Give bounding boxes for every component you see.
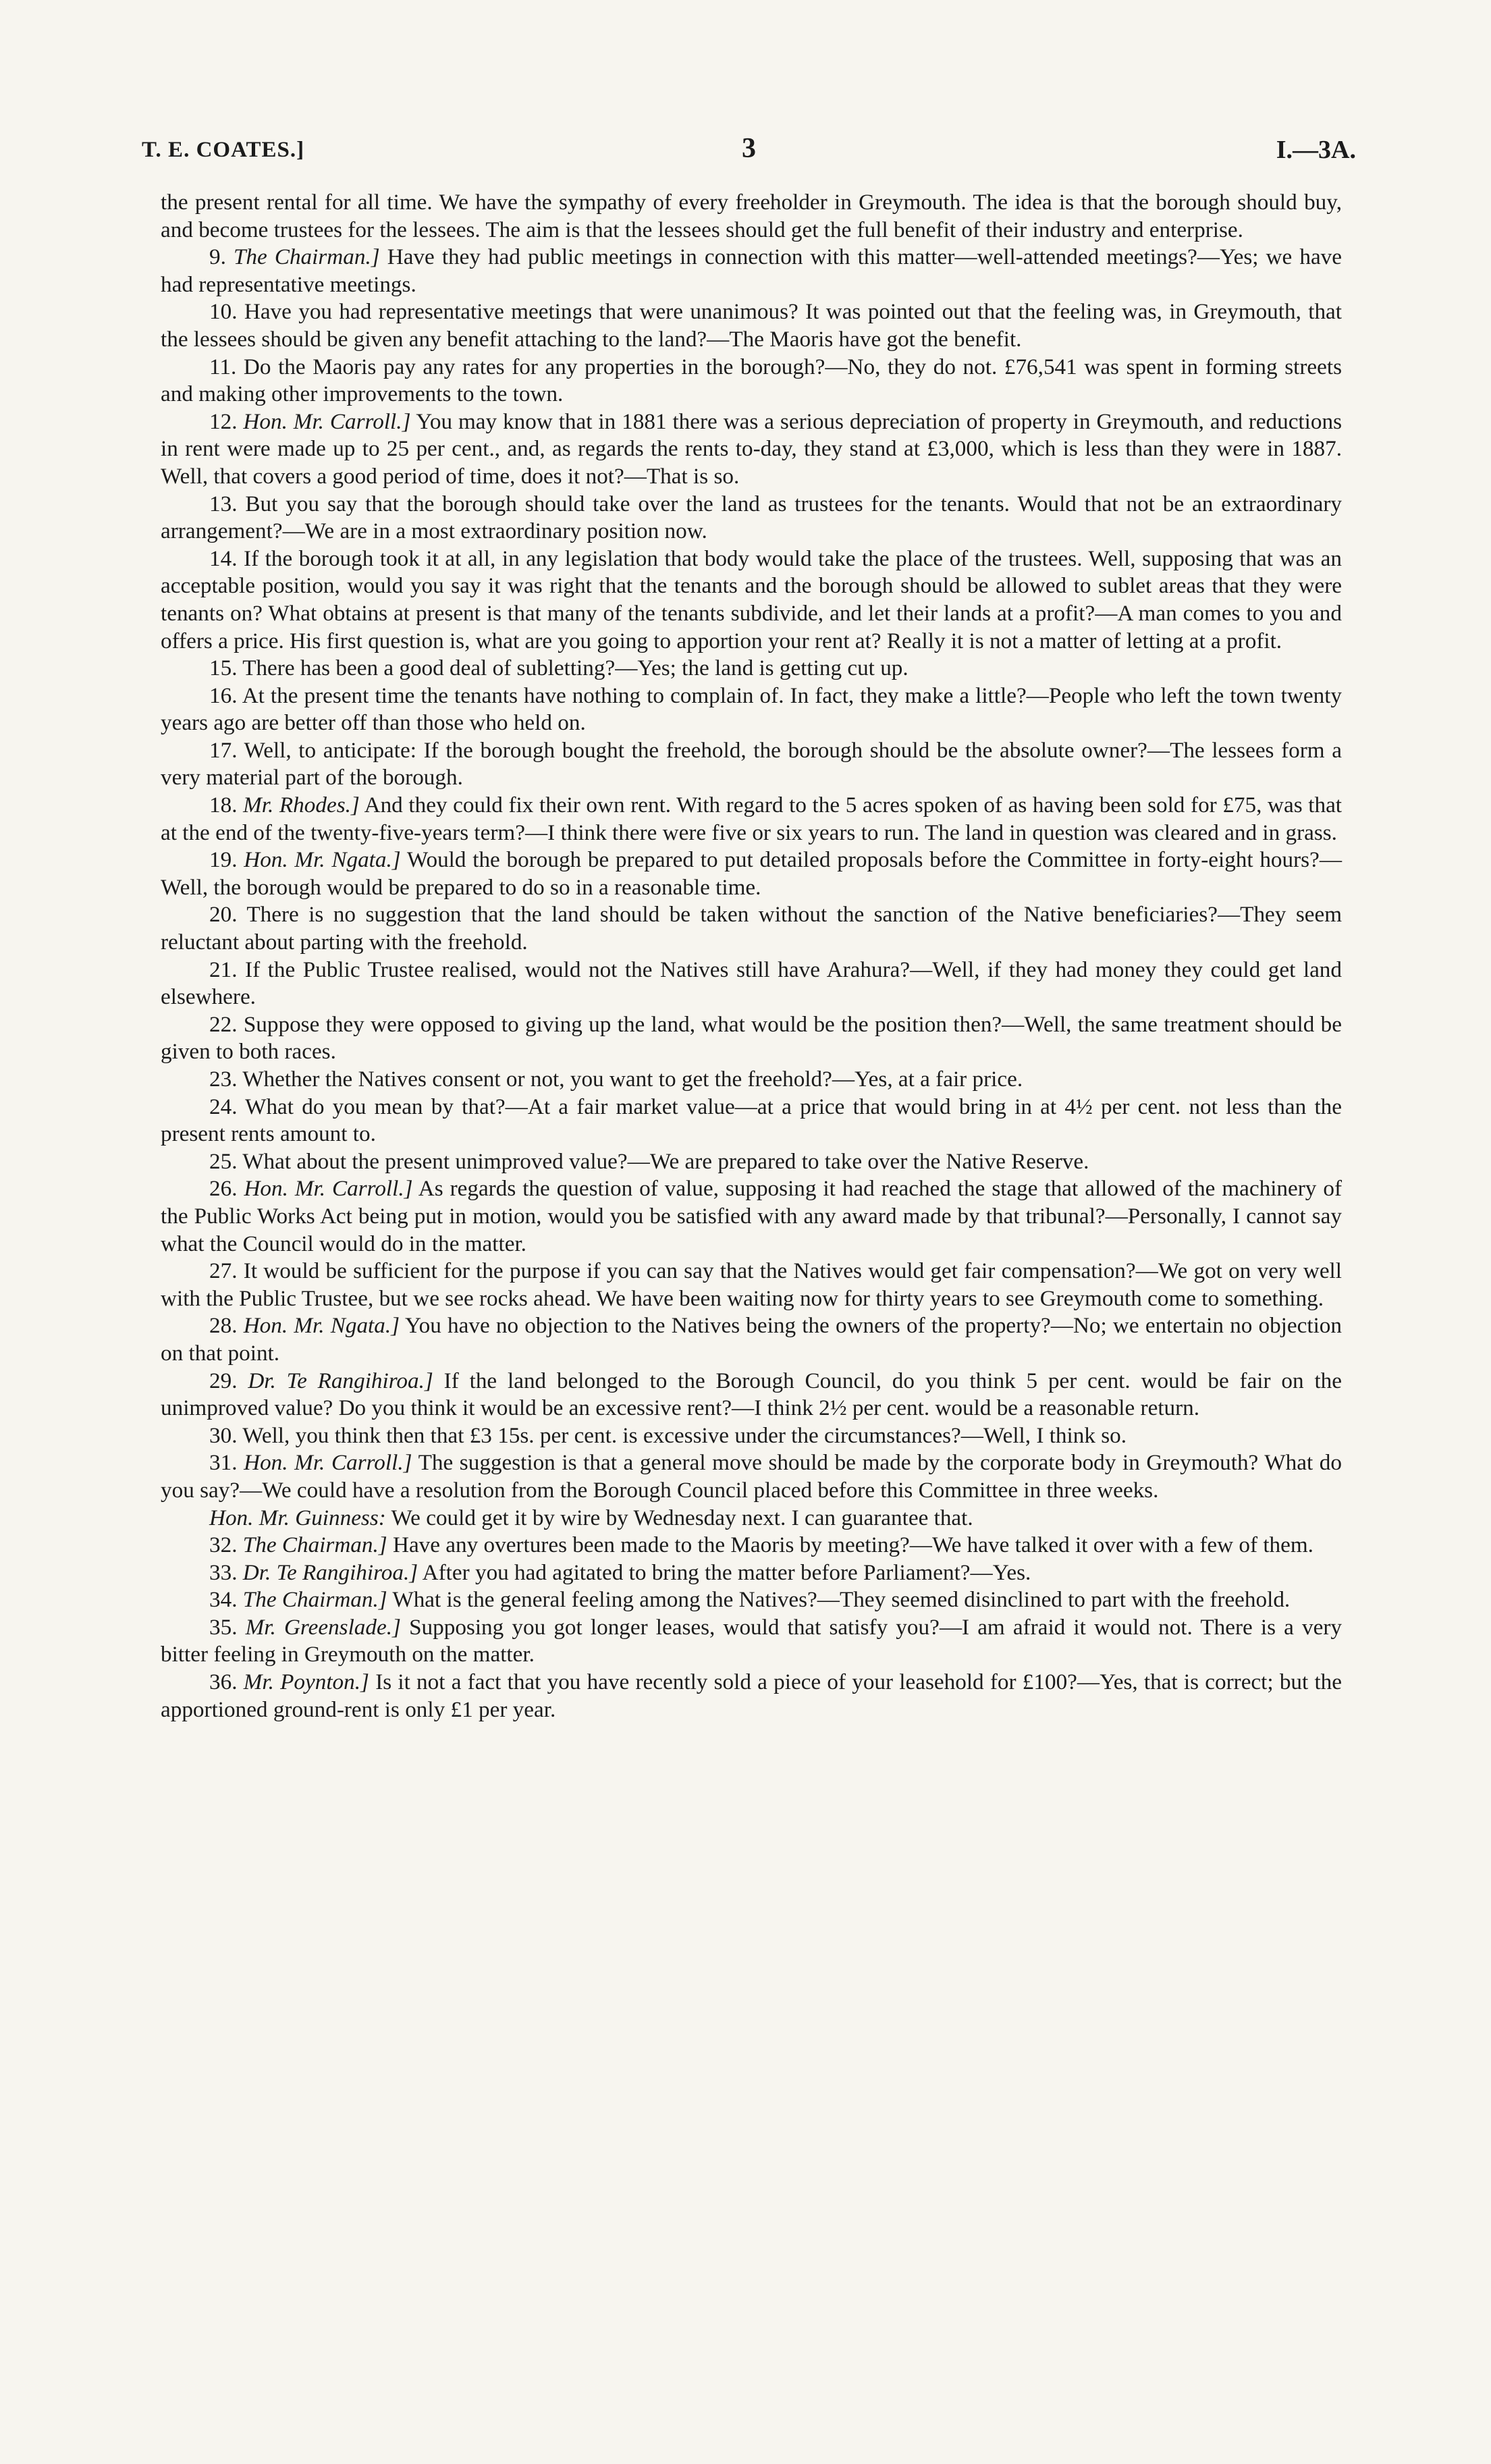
question-number: 36. <box>209 1669 238 1695</box>
paragraph-text: But you say that the borough should take over the land as trustees for the tenants. Would that not be an extraordinary arrangement?—We are in a most extraordinary position now. <box>161 491 1343 544</box>
question-number: 31. <box>209 1450 238 1476</box>
evidence-paragraph <box>161 1148 1342 1176</box>
evidence-paragraph <box>161 244 1342 298</box>
speaker-name: The Chairman.] <box>242 1587 387 1613</box>
paragraph-text: You may know that in 1881 there was a serious depreciation of property in Greymouth, and reductions in rent were made up to 25 per cent., and, as regards the rents to-day, they stand at £3,000, which is less than they were in 1887. Well, that covers a good period of time, does it not?—That is so. <box>161 408 1342 489</box>
speaker-name: Dr. Te Rangihiroa.] <box>242 1559 418 1585</box>
speaker-name: Mr. Greenslade.] <box>245 1614 401 1640</box>
question-number: 11. <box>209 354 237 379</box>
paragraph-text: If the land belonged to the Borough Council, do you think 5 per cent. would be fair on the unimproved value? Do you think it would be an excessive rent?—I think 2½ per cent. would be a reasonable return. <box>161 1368 1342 1421</box>
paragraph-text: At the present time the tenants have nothing to complain of. In fact, they make a little?—People who left the town twenty years ago are better off than those who held on. <box>161 682 1343 736</box>
paragraph-text: Would the borough be prepared to put detailed proposals before the Committee in forty-eight hours?—Well, the borough would be prepared to do so in a reasonable time. <box>161 847 1343 900</box>
question-number: 14. <box>209 545 238 571</box>
paragraph-text: Have any overtures been made to the Maoris by meeting?—We have talked it over with a few of them. <box>392 1532 1313 1558</box>
evidence-paragraph <box>161 1614 1342 1669</box>
evidence-paragraph <box>161 901 1342 956</box>
paragraph-text: Supposing you got longer leases, would that satisfy you?—I am afraid it would not. There is a very bitter feeling in Greymouth on the matter. <box>161 1614 1343 1667</box>
speaker-name: Hon. Mr. Carroll.] <box>244 1450 412 1476</box>
speaker-name: The Chairman.] <box>233 244 380 270</box>
question-number: 34. <box>209 1587 238 1613</box>
paragraph-text: You have no objection to the Natives being the owners of the property?—No; we entertain no objection on that point. <box>161 1313 1342 1366</box>
paragraph-text: What is the general feeling among the Natives?—They seemed disinclined to part with the freehold. <box>392 1587 1291 1613</box>
question-number: 9. <box>209 244 226 270</box>
evidence-paragraph <box>161 847 1342 901</box>
paragraph-text: There has been a good deal of subletting?—Yes; the land is getting cut up. <box>242 655 909 681</box>
evidence-paragraph <box>161 408 1342 491</box>
paragraph-text: Well, to anticipate: If the borough bought the freehold, the borough should be the absolute owner?—The lessees form a very material part of the borough. <box>161 737 1342 791</box>
question-number: 16. <box>209 682 238 708</box>
paragraph-text: What do you mean by that?—At a fair market value—at a price that would bring in at 4½ per cent. not less than the present rents amount to. <box>161 1094 1343 1147</box>
paragraph-text: If the Public Trustee realised, would not the Natives still have Arahura?—Well, if they had money they could get land elsewhere. <box>161 957 1342 1010</box>
evidence-text <box>161 189 1342 1723</box>
paragraph-text: And they could fix their own rent. With regard to the 5 acres spoken of as having been sold for £75, was that at the end of the twenty-five-years term?—I think there were five or six years to run. The land in question was cleared and in grass. <box>161 793 1343 845</box>
question-number: 18. <box>209 793 238 818</box>
evidence-paragraph <box>161 682 1342 737</box>
question-number: 28. <box>209 1313 238 1339</box>
question-number: 27. <box>209 1258 238 1284</box>
question-number: 35. <box>209 1614 238 1640</box>
question-number: 17. <box>209 737 238 763</box>
question-number: 25. <box>209 1148 238 1174</box>
evidence-paragraph <box>161 545 1342 655</box>
question-number: 13. <box>209 491 238 516</box>
evidence-paragraph <box>161 1312 1342 1367</box>
speaker-name: Hon. Mr. Ngata.] <box>243 1313 400 1339</box>
evidence-paragraph <box>161 298 1342 353</box>
evidence-paragraph <box>161 655 1342 682</box>
speaker-name: Dr. Te Rangihiroa.] <box>248 1368 433 1393</box>
evidence-paragraph <box>161 737 1342 792</box>
evidence-paragraph <box>161 957 1342 1011</box>
evidence-paragraph <box>161 1175 1342 1258</box>
question-number: 15. <box>209 655 238 681</box>
evidence-paragraph <box>161 1532 1342 1559</box>
paragraph-text: Well, you think then that £3 15s. per cent. is excessive under the circumstances?—Well, I think so. <box>242 1422 1127 1448</box>
speaker-name: The Chairman.] <box>242 1532 387 1558</box>
question-number: 30. <box>209 1422 238 1448</box>
question-number: 21. <box>209 957 238 982</box>
evidence-paragraph <box>161 1669 1342 1723</box>
question-number: 22. <box>209 1011 238 1037</box>
paragraph-text: There is no suggestion that the land should be taken without the sanction of the Native beneficiaries?—They seem reluctant about parting with the freehold. <box>161 902 1343 955</box>
question-number: 19. <box>209 847 238 873</box>
evidence-paragraph <box>161 1094 1342 1148</box>
paragraph-text: We could get it by wire by Wednesday next. I can guarantee that. <box>391 1505 973 1530</box>
witness-name: T. E. COATES.] <box>142 138 305 162</box>
question-number: 33. <box>209 1559 238 1585</box>
paragraph-text: As regards the question of value, supposing it had reached the stage that allowed of the machinery of the Public Works Act being put in motion, would you be satisfied with any award made by that tribunal?—Personally, I cannot say what the Council would do in the matter. <box>161 1176 1343 1256</box>
speaker-name: Hon. Mr. Ngata.] <box>244 847 401 873</box>
question-number: 12. <box>209 408 238 434</box>
question-number: 24. <box>209 1094 238 1119</box>
speaker-name: Mr. Rhodes.] <box>243 793 360 818</box>
evidence-paragraph <box>161 1422 1342 1450</box>
paragraph-text: Have they had public meetings in connection with this matter—well-attended meetings?—Yes; we have had representative meetings. <box>161 244 1342 297</box>
paragraph-text: Have you had representative meetings that were unanimous? It was pointed out that the feeling was, in Greymouth, that the lessees should be given any benefit attaching to the land?—The Maoris have got the benefit. <box>161 299 1342 352</box>
paragraph-text: the present rental for all time. We have the sympathy of every freeholder in Greymouth. The idea is that the borough should buy, and become trustees for the lessees. The aim is that the lessees should get the full benefit of their industry and enterprise. <box>161 190 1342 242</box>
speaker-name: Mr. Poynton.] <box>243 1669 369 1695</box>
paragraph-text: After you had agitated to bring the matter before Parliament?—Yes. <box>422 1559 1031 1585</box>
document-reference: I.—3A. <box>1276 136 1356 164</box>
question-number: 32. <box>209 1532 238 1558</box>
paragraph-text: Do the Maoris pay any rates for any properties in the borough?—No, they do not. £76,541 was spent in forming streets and making other improvements to the town. <box>161 354 1343 407</box>
evidence-paragraph <box>161 491 1342 545</box>
paragraph-text: If the borough took it at all, in any legislation that body would take the place of the trustees. Well, supposing that was an acceptable position, would you say it was right that the tenants and the borough should be allowed to sublet areas that they were tenants on? What obtains at present is that many of the tenants subdivide, and let their lands at a profit?—A man comes to you and offers a price. His first question is, what are you going to apportion your rent at? Really it is not a matter of letting at a profit. <box>161 545 1342 653</box>
speaker-name: Hon. Mr. Guinness: <box>209 1505 386 1530</box>
evidence-paragraph <box>161 1368 1342 1422</box>
question-number: 23. <box>209 1067 238 1092</box>
evidence-paragraph <box>161 1258 1342 1312</box>
paragraph-text: It would be sufficient for the purpose if you can say that the Natives would get fair compensation?—We got on very well with the Public Trustee, but we see rocks ahead. We have been waiting now for thirty years to see Greymouth come to something. <box>161 1258 1343 1311</box>
evidence-paragraph <box>161 1449 1342 1504</box>
paragraph-text: Is it not a fact that you have recently sold a piece of your leasehold for £100?—Yes, that is correct; but the apportioned ground-rent is only £1 per year. <box>161 1669 1343 1722</box>
question-number: 29. <box>209 1368 238 1393</box>
speaker-name: Hon. Mr. Carroll.] <box>244 1176 413 1202</box>
evidence-paragraph <box>161 1066 1342 1094</box>
paragraph-text: Suppose they were opposed to giving up the land, what would be the position then?—Well, the same treatment should be given to both races. <box>161 1011 1342 1065</box>
evidence-paragraph <box>161 1559 1342 1587</box>
paragraph-text: The suggestion is that a general move should be made by the corporate body in Greymouth? What do you say?—We could have a resolution from the Borough Council placed before this Committee in three weeks. <box>161 1450 1342 1503</box>
evidence-paragraph <box>161 354 1342 408</box>
evidence-paragraph <box>161 1586 1342 1614</box>
paragraph-text: What about the present unimproved value?—We are prepared to take over the Native Reserve. <box>242 1148 1089 1174</box>
paragraph-text: Whether the Natives consent or not, you want to get the freehold?—Yes, at a fair price. <box>242 1067 1023 1092</box>
question-number: 26. <box>209 1176 238 1202</box>
evidence-paragraph <box>161 1505 1342 1532</box>
page-number: 3 <box>742 133 756 164</box>
evidence-paragraph <box>161 792 1342 847</box>
evidence-paragraph <box>161 189 1342 244</box>
evidence-paragraph <box>161 1011 1342 1066</box>
question-number: 10. <box>209 299 238 325</box>
page-header <box>142 132 1356 173</box>
question-number: 20. <box>209 902 238 928</box>
speaker-name: Hon. Mr. Carroll.] <box>243 408 411 434</box>
